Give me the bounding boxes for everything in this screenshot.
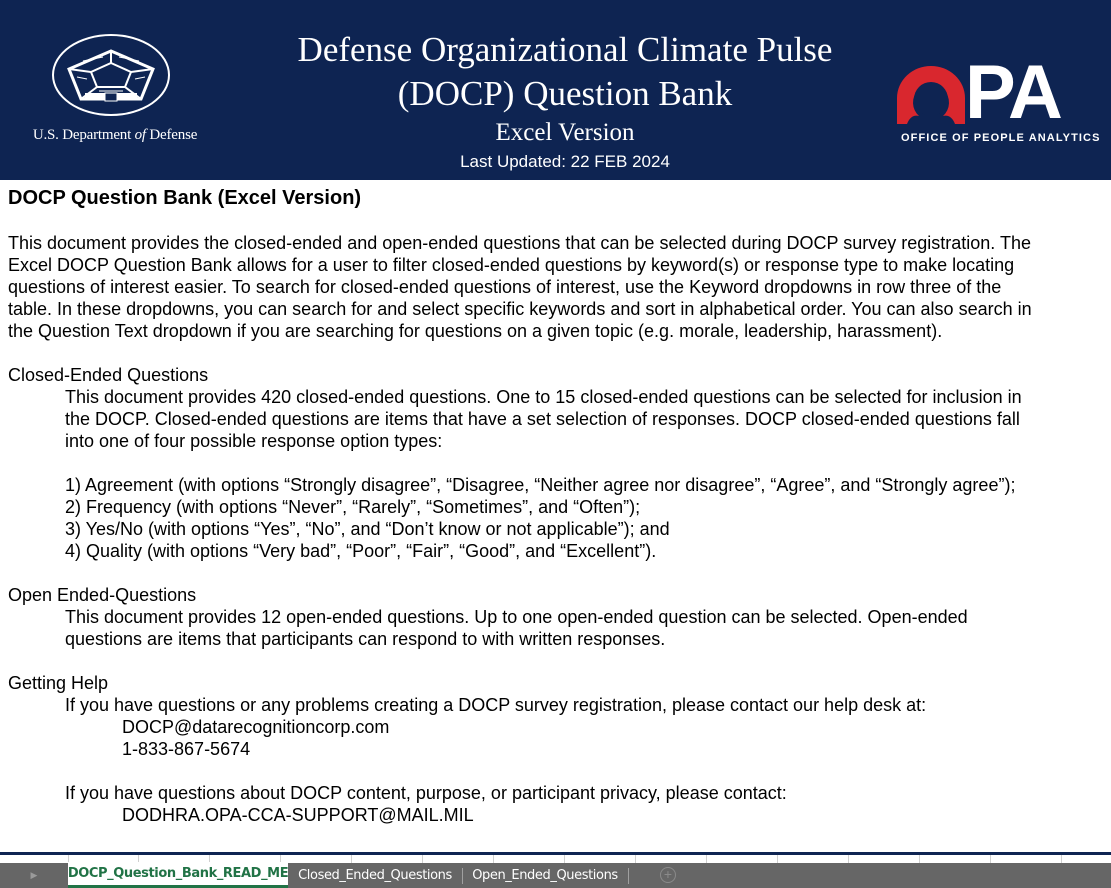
document-subtitle: Excel Version bbox=[495, 119, 635, 146]
intro-line: This document provides the closed-ended and open-ended questions that can be selected during DOCP survey registration. The bbox=[8, 233, 1031, 253]
open-ended-line: questions are items that participants can respond to with written responses. bbox=[65, 629, 666, 649]
title-block bbox=[240, 28, 890, 174]
help-desk-email[interactable]: DOCP@datarecognitioncorp.com bbox=[122, 717, 390, 737]
tab-separator bbox=[628, 868, 629, 884]
intro-line: table. In these dropdowns, you can search for and select specific keywords and sort in alphabetical order. You can also search in bbox=[8, 299, 1032, 319]
getting-help-section-title[interactable]: Getting Help bbox=[8, 673, 109, 693]
opa-logo bbox=[895, 50, 1101, 150]
readme-heading[interactable]: DOCP Question Bank (Excel Version) bbox=[8, 187, 362, 209]
sheet-tab-bar bbox=[0, 863, 1111, 888]
open-ended-section-title[interactable]: Open Ended-Questions bbox=[8, 585, 197, 605]
open-ended-description[interactable] bbox=[8, 606, 1111, 650]
closed-ended-section-title[interactable]: Closed-Ended Questions bbox=[8, 365, 209, 385]
document-title-line-1: Defense Organizational Climate Pulse bbox=[297, 30, 833, 69]
content-contact-email[interactable]: DODHRA.OPA-CCA-SUPPORT@MAIL.MIL bbox=[122, 805, 474, 825]
response-type-quality: 4) Quality (with options “Very bad”, “Poor”, “Fair”, “Good”, and “Excellent”). bbox=[65, 541, 657, 561]
readme-content bbox=[8, 186, 1111, 826]
document-title-line-2: (DOCP) Question Bank bbox=[397, 74, 733, 113]
intro-line: questions of interest easier. To search for closed-ended questions of interest, use the Keyword dropdowns in row three of the bbox=[8, 277, 1002, 297]
intro-paragraph[interactable] bbox=[8, 232, 1111, 342]
add-sheet-button[interactable] bbox=[660, 867, 676, 883]
intro-line: the Question Text dropdown if you are searching for questions on a given topic (e.g. morale, leadership, harassment). bbox=[8, 321, 943, 341]
closed-ended-line: This document provides 420 closed-ended questions. One to 15 closed-ended questions can be selected for inclusion in bbox=[65, 387, 1022, 407]
closed-ended-line: into one of four possible response option types: bbox=[65, 431, 443, 451]
sheet-scroll-right-button[interactable] bbox=[0, 863, 68, 888]
last-updated: Last Updated: 22 FEB 2024 bbox=[460, 152, 670, 171]
sheet-tab-closed-ended-questions[interactable]: Closed_Ended_Questions bbox=[298, 868, 452, 883]
plus-icon: + bbox=[663, 866, 673, 882]
help-desk-phone[interactable]: 1-833-867-5674 bbox=[122, 739, 251, 759]
response-type-agreement: 1) Agreement (with options “Strongly disagree”, “Disagree, “Neither agree nor disagree”, “Agree”, and “Strongly agree”); bbox=[65, 475, 1016, 495]
response-type-frequency: 2) Frequency (with options “Never”, “Rarely”, “Sometimes”, and “Often”); bbox=[65, 497, 641, 517]
open-ended-line: This document provides 12 open-ended questions. Up to one open-ended question can be selected. Open-ended bbox=[65, 607, 968, 627]
intro-line: Excel DOCP Question Bank allows for a user to filter closed-ended questions by keyword(s) or response type to make locating bbox=[8, 255, 1015, 275]
response-type-yes-no: 3) Yes/No (with options “Yes”, “No”, and “Don’t know or not applicable”); and bbox=[65, 519, 670, 539]
opa-caption: OFFICE OF PEOPLE ANALYTICS bbox=[901, 132, 1101, 144]
pentagon-seal-icon bbox=[52, 34, 170, 116]
tab-separator bbox=[462, 868, 463, 884]
sheet-tab-open-ended-questions[interactable]: Open_Ended_Questions bbox=[472, 868, 618, 883]
content-contact-text[interactable]: If you have questions about DOCP content, purpose, or participant privacy, please contact: bbox=[65, 783, 787, 803]
closed-ended-line: the DOCP. Closed-ended questions are items that have a set selection of responses. DOCP closed-ended questions fall bbox=[65, 409, 1020, 429]
header-banner bbox=[0, 0, 1111, 180]
opa-letters: PA bbox=[965, 50, 1061, 135]
triangle-right-icon: ▶ bbox=[30, 870, 38, 880]
help-desk-text[interactable]: If you have questions or any problems creating a DOCP survey registration, please contact our help desk at: bbox=[65, 695, 927, 715]
opa-ring-icon bbox=[895, 64, 961, 126]
sheet-tab-readme[interactable]: DOCP_Question_Bank_READ_ME bbox=[68, 862, 288, 888]
closed-ended-description[interactable] bbox=[8, 386, 1111, 562]
dod-logo bbox=[30, 34, 200, 154]
dod-caption: U.S. Department of Defense bbox=[32, 127, 198, 143]
